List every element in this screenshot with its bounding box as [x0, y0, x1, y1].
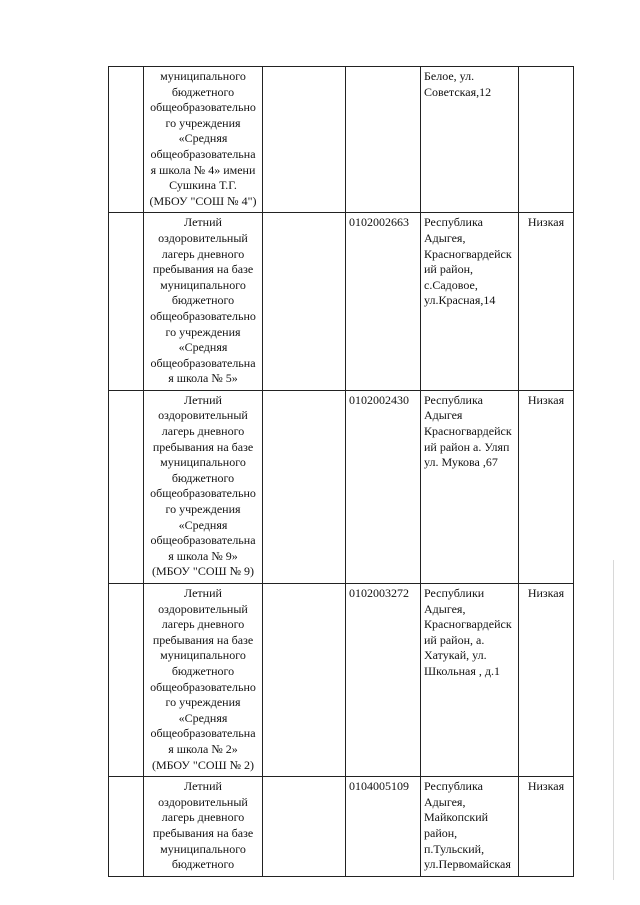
- institution-name-cell: муниципального бюджетного общеобразовательно го учреждения «Средняя общеобразовательна я школа № 4» имени Сушкина Т.Г. (МБОУ "СОШ № 4"): [144, 67, 263, 213]
- number-cell: [109, 67, 144, 213]
- risk-level-cell: [519, 67, 574, 213]
- institution-name-cell: Летний оздоровительный лагерь дневного пребывания на базе муниципального бюджетного общеобразовательно го учреждения «Средняя общеобразовательна я школа № 2» (МБОУ "СОШ № 2): [144, 584, 263, 777]
- inn-cell: 0104005109: [346, 777, 421, 877]
- inn-cell: [346, 67, 421, 213]
- camps-registry-table: [108, 66, 574, 877]
- number-cell: [109, 777, 144, 877]
- scan-edge-line: [613, 560, 614, 880]
- address-cell: Республики Адыгея, Красногвардейск ий район, а. Хатукай, ул. Школьная , д.1: [421, 584, 519, 777]
- empty-cell: [263, 67, 346, 213]
- address-cell: Республика Адыгея, Красногвардейск ий район, с.Садовое, ул.Красная,14: [421, 213, 519, 391]
- number-cell: [109, 584, 144, 777]
- risk-level-cell: Низкая: [519, 584, 574, 777]
- institution-name-cell: Летний оздоровительный лагерь дневного пребывания на базе муниципального бюджетного общеобразовательно го учреждения «Средняя общеобразовательна я школа № 9» (МБОУ "СОШ № 9): [144, 390, 263, 583]
- empty-cell: [263, 213, 346, 391]
- risk-level-cell: Низкая: [519, 390, 574, 583]
- address-cell: Белое, ул. Советская,12: [421, 67, 519, 213]
- empty-cell: [263, 584, 346, 777]
- table-row: [109, 67, 574, 213]
- institution-name-cell: Летний оздоровительный лагерь дневного пребывания на базе муниципального бюджетного общеобразовательно го учреждения «Средняя общеобразовательна я школа № 5»: [144, 213, 263, 391]
- table-row: [109, 584, 574, 777]
- institution-name-cell: Летний оздоровительный лагерь дневного пребывания на базе муниципального бюджетного: [144, 777, 263, 877]
- inn-cell: 0102003272: [346, 584, 421, 777]
- table-row: [109, 777, 574, 877]
- risk-level-cell: Низкая: [519, 213, 574, 391]
- inn-cell: 0102002430: [346, 390, 421, 583]
- table-row: [109, 390, 574, 583]
- table-row: [109, 213, 574, 391]
- inn-cell: 0102002663: [346, 213, 421, 391]
- empty-cell: [263, 390, 346, 583]
- risk-level-cell: Низкая: [519, 777, 574, 877]
- number-cell: [109, 390, 144, 583]
- number-cell: [109, 213, 144, 391]
- address-cell: Республика Адыгея Красногвардейск ий район а. Уляп ул. Мукова ,67: [421, 390, 519, 583]
- empty-cell: [263, 777, 346, 877]
- address-cell: Республика Адыгея, Майкопский район, п.Тульский, ул.Первомайская: [421, 777, 519, 877]
